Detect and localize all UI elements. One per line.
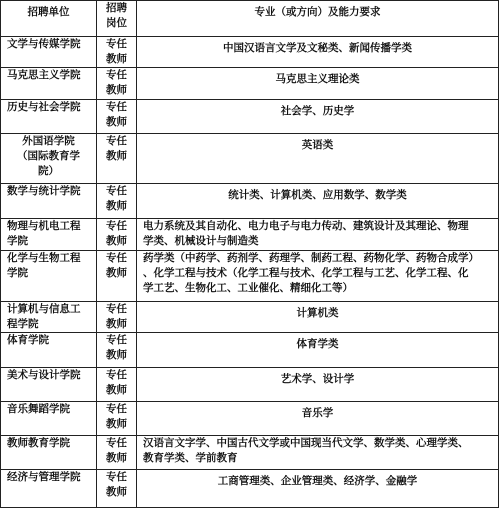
requirement-text: 药学类（中药学、药剂学、药理学、制药工程、药物化学、药物合成学） [143, 252, 479, 264]
requirement-text: 马克思主义理论类 [275, 73, 360, 85]
unit-cell [1, 184, 97, 219]
table-row [1, 134, 499, 184]
position-cell [97, 302, 137, 333]
unit-name: 美术与设计学院 [7, 369, 81, 381]
position-name: 专任 [106, 69, 127, 81]
unit-name: 外国语学院 [22, 135, 75, 147]
table-row [1, 436, 499, 470]
position-cell [97, 134, 137, 184]
position-name: 教师 [106, 53, 127, 65]
position-cell [97, 37, 137, 68]
unit-cell [1, 302, 97, 333]
requirement-cell [137, 219, 499, 251]
position-cell [97, 251, 137, 302]
unit-cell [1, 219, 97, 251]
header-position-line-2: 岗位 [106, 17, 127, 29]
requirement-text: 汉语言文字学、中国古代文学或中国现当代文学、数学类、心理学类、 [143, 437, 469, 449]
position-cell [97, 219, 137, 251]
unit-name: 文学与传媒学院 [7, 38, 81, 50]
position-cell [97, 470, 137, 508]
requirement-text: 艺术学、设计学 [280, 373, 355, 385]
table-row [1, 402, 499, 436]
position-name: 教师 [106, 418, 127, 430]
requirement-cell [137, 436, 499, 470]
position-name: 教师 [106, 318, 127, 330]
unit-cell [1, 436, 97, 470]
requirement-text: 、化学工程与技术（化学工程与技术、化学工程与工艺、化学工程、化 [143, 267, 469, 279]
requirement-cell [137, 100, 499, 134]
position-name: 教师 [106, 349, 127, 361]
requirement-text: 电力系统及其自动化、电力电子与电力传动、建筑设计及其理论、物理 [143, 220, 469, 232]
unit-name: 程学院 [7, 318, 39, 330]
table-body [1, 37, 499, 508]
unit-cell [1, 402, 97, 436]
requirement-cell [137, 470, 499, 508]
position-name: 专任 [106, 185, 127, 197]
requirement-cell [137, 333, 499, 368]
position-name: 教师 [106, 452, 127, 464]
unit-name: 计算机与信息工 [7, 303, 81, 315]
position-cell [97, 333, 137, 368]
requirement-cell [137, 302, 499, 333]
position-name: 教师 [106, 384, 127, 396]
requirement-cell [137, 402, 499, 436]
header-position [97, 1, 137, 37]
position-name: 专任 [106, 471, 127, 483]
requirement-cell [137, 68, 499, 100]
position-cell [97, 68, 137, 100]
position-name: 专任 [106, 437, 127, 449]
requirement-text: 学工艺、生物化工、工业催化、精细化工等） [143, 282, 353, 294]
unit-cell [1, 37, 97, 68]
position-name: 专任 [106, 135, 127, 147]
unit-name: 马克思主义学院 [7, 69, 81, 81]
position-name: 专任 [106, 38, 127, 50]
requirement-text: 英语类 [301, 139, 334, 151]
unit-cell [1, 333, 97, 368]
header-row [1, 1, 499, 37]
unit-name: 院） [38, 165, 59, 177]
unit-cell [1, 470, 97, 508]
table-row [1, 219, 499, 251]
table-row [1, 184, 499, 219]
position-name: 专任 [106, 334, 127, 346]
position-name: 专任 [106, 252, 127, 264]
position-name: 教师 [106, 116, 127, 128]
position-cell [97, 184, 137, 219]
unit-name: 历史与社会学院 [7, 101, 81, 113]
requirement-text: 统计类、计算机类、应用数学、数学类 [228, 189, 407, 201]
table-row [1, 37, 499, 68]
requirement-cell [137, 37, 499, 68]
table-row [1, 333, 499, 368]
requirement-text: 教育学类、学前教育 [143, 452, 238, 464]
position-name: 专任 [106, 303, 127, 315]
position-name: 教师 [106, 267, 127, 279]
unit-cell [1, 68, 97, 100]
unit-name: 数学与统计学院 [7, 185, 81, 197]
position-cell [97, 402, 137, 436]
requirement-text: 计算机类 [296, 307, 339, 319]
requirement-text: 体育学类 [296, 338, 339, 350]
unit-cell [1, 100, 97, 134]
unit-name: 经济与管理学院 [7, 471, 81, 483]
unit-name: 化学与生物工程 [7, 252, 81, 264]
requirement-text: 音乐学 [301, 407, 334, 419]
table-row [1, 100, 499, 134]
unit-cell [1, 368, 97, 402]
position-cell [97, 436, 137, 470]
unit-cell [1, 251, 97, 302]
requirement-cell [137, 368, 499, 402]
unit-name: 教师教育学院 [7, 437, 70, 449]
unit-name: （国际教育学 [17, 150, 80, 162]
table-row [1, 251, 499, 302]
position-name: 教师 [106, 486, 127, 498]
requirement-text: 学类、机械设计与制造类 [143, 235, 259, 247]
table-row [1, 302, 499, 333]
position-name: 专任 [106, 220, 127, 232]
requirement-cell [137, 184, 499, 219]
requirement-cell [137, 134, 499, 184]
unit-name: 学院 [7, 267, 28, 279]
position-name: 教师 [106, 150, 127, 162]
unit-name: 音乐舞蹈学院 [7, 403, 70, 415]
header-requirement: 专业（或方向）及能力要求 [137, 1, 499, 37]
table-row [1, 470, 499, 508]
requirement-text: 中国汉语言文学及文秘类、新闻传播学类 [223, 42, 412, 54]
position-cell [97, 368, 137, 402]
position-name: 教师 [106, 200, 127, 212]
position-name: 专任 [106, 369, 127, 381]
position-cell [97, 100, 137, 134]
position-name: 教师 [106, 84, 127, 96]
requirement-text: 工商管理类、企业管理类、经济学、金融学 [217, 475, 418, 487]
unit-name: 学院 [7, 235, 28, 247]
unit-name: 体育学院 [7, 334, 49, 346]
requirement-cell [137, 251, 499, 302]
unit-cell [1, 134, 97, 184]
unit-name: 物理与机电工程 [7, 220, 81, 232]
position-name: 专任 [106, 101, 127, 113]
header-position-line-1: 招聘 [106, 2, 127, 14]
requirement-text: 社会学、历史学 [280, 105, 355, 117]
position-name: 专任 [106, 403, 127, 415]
position-name: 教师 [106, 235, 127, 247]
header-unit: 招聘单位 [1, 1, 97, 37]
table-row [1, 368, 499, 402]
table-row [1, 68, 499, 100]
